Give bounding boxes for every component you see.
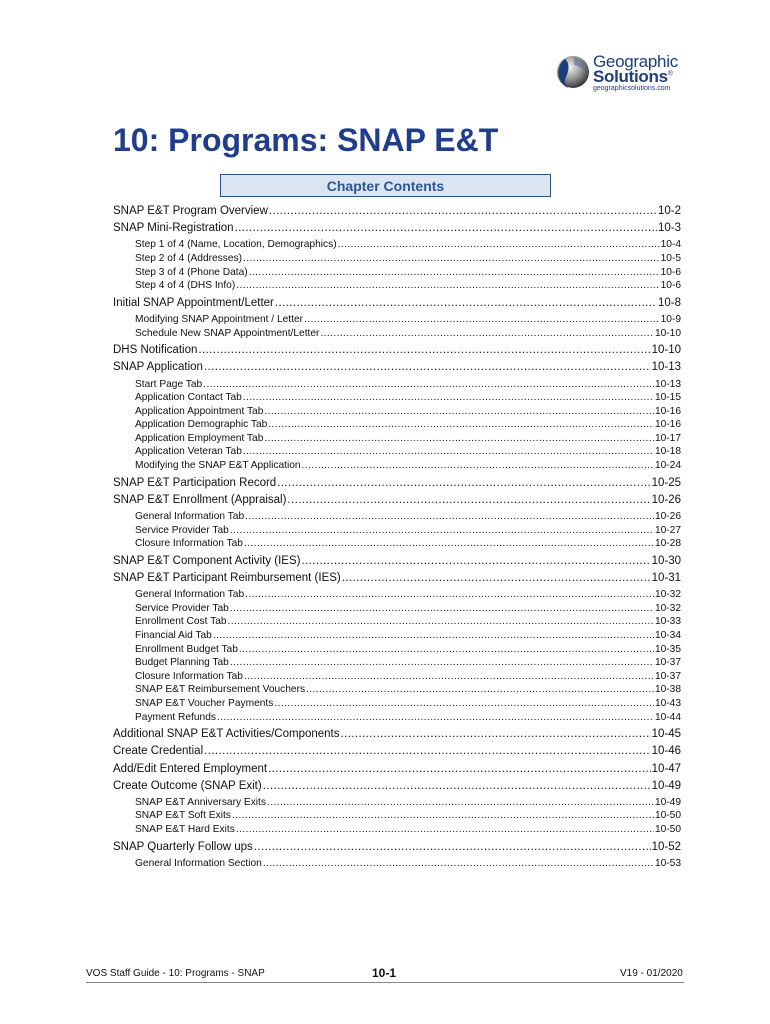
toc-entry[interactable] <box>113 555 681 572</box>
toc-entry[interactable] <box>113 328 681 342</box>
toc-entry-title: SNAP E&T Anniversary Exits <box>135 796 266 808</box>
toc-entry-title: Start Page Tab <box>135 378 203 390</box>
toc-entry-page: 10-43 <box>654 697 681 709</box>
toc-entry-title: Modifying the SNAP E&T Application <box>135 460 301 472</box>
toc-entry-title: Closure Information Tab <box>135 538 243 550</box>
toc-entry-title: Add/Edit Entered Employment <box>113 762 268 775</box>
toc-entry-title: Create Credential <box>113 745 204 758</box>
toc-entry[interactable] <box>113 841 681 858</box>
toc-entry-page: 10-24 <box>654 460 681 472</box>
toc-entry[interactable] <box>113 810 681 824</box>
toc-entry-page: 10-50 <box>654 824 681 836</box>
toc-dot-leader <box>228 616 654 627</box>
toc-entry-page: 10-3 <box>657 222 681 235</box>
toc-entry-title: Schedule New SNAP Appointment/Letter <box>135 327 320 339</box>
toc-dot-leader <box>245 511 654 522</box>
toc-entry-title: SNAP Application <box>113 361 203 374</box>
toc-entry[interactable] <box>113 419 681 433</box>
toc-dot-leader <box>230 525 654 536</box>
toc-dot-leader <box>302 460 654 471</box>
toc-dot-leader <box>245 589 654 600</box>
toc-entry-page: 10-10 <box>651 344 681 357</box>
toc-entry-page: 10-4 <box>660 239 681 251</box>
toc-entry[interactable] <box>113 361 681 378</box>
toc-entry-page: 10-13 <box>654 378 681 390</box>
toc-entry-title: SNAP E&T Program Overview <box>113 205 268 217</box>
toc-dot-leader <box>198 344 650 356</box>
toc-entry-title: Step 2 of 4 (Addresses) <box>135 252 243 264</box>
toc-entry-title: Step 1 of 4 (Name, Location, Demographics) <box>135 239 337 251</box>
toc-entry[interactable] <box>113 379 681 393</box>
toc-dot-leader <box>275 297 657 309</box>
toc-entry-title: General Information Section <box>135 857 262 869</box>
toc-entry-page: 10-53 <box>654 857 681 869</box>
toc-entry-page: 10-26 <box>651 493 681 506</box>
toc-entry-title: Application Employment Tab <box>135 432 264 444</box>
toc-entry-title: Step 3 of 4 (Phone Data) <box>135 266 248 278</box>
logo-url: geographicsolutions.com <box>593 85 671 92</box>
toc-dot-leader <box>244 671 654 682</box>
toc-entry[interactable] <box>113 763 681 780</box>
toc-entry-page: 10-6 <box>660 280 681 292</box>
toc-entry[interactable] <box>113 671 681 685</box>
toc-entry[interactable] <box>113 657 681 671</box>
toc-dot-leader <box>239 644 654 655</box>
toc-entry[interactable] <box>113 797 681 811</box>
toc-dot-leader <box>267 797 654 808</box>
toc-entry[interactable] <box>113 253 681 267</box>
toc-entry[interactable] <box>113 433 681 447</box>
toc-dot-leader <box>341 728 651 740</box>
toc-dot-leader <box>204 745 650 757</box>
toc-entry-page: 10-26 <box>654 511 681 523</box>
toc-entry-page: 10-49 <box>651 779 681 792</box>
toc-entry[interactable] <box>113 511 681 525</box>
toc-entry[interactable] <box>113 477 681 494</box>
toc-entry[interactable] <box>113 460 681 474</box>
toc-entry-page: 10-13 <box>651 361 681 374</box>
toc-dot-leader <box>243 446 654 457</box>
toc-entry-title: SNAP Mini-Registration <box>113 222 234 235</box>
toc-entry-title: SNAP E&T Participant Reimbursement (IES) <box>113 572 341 584</box>
toc-dot-leader <box>243 253 660 264</box>
toc-dot-leader <box>203 379 654 390</box>
toc-dot-leader <box>263 858 654 869</box>
toc-entry-page: 10-32 <box>654 602 681 614</box>
toc-entry-page: 10-34 <box>654 629 681 641</box>
toc-entry-title: SNAP E&T Soft Exits <box>135 810 231 822</box>
toc-entry-page: 10-28 <box>654 538 681 550</box>
toc-entry-page: 10-8 <box>657 296 681 309</box>
toc-dot-leader <box>235 222 657 234</box>
toc-dot-leader <box>217 712 654 723</box>
toc-entry-page: 10-15 <box>654 392 681 404</box>
toc-entry-title: SNAP E&T Voucher Payments <box>135 697 274 709</box>
toc-entry[interactable] <box>113 824 681 838</box>
toc-entry[interactable] <box>113 297 681 314</box>
toc-entry[interactable] <box>113 267 681 281</box>
toc-entry[interactable] <box>113 616 681 630</box>
toc-dot-leader <box>249 267 660 278</box>
toc-entry-title: SNAP E&T Hard Exits <box>135 824 235 836</box>
toc-dot-leader <box>264 406 654 417</box>
toc-entry-page: 10-35 <box>654 643 681 655</box>
toc-entry-title: DHS Notification <box>113 344 198 357</box>
toc-entry-page: 10-37 <box>654 657 681 669</box>
toc-entry-page: 10-47 <box>651 762 681 775</box>
toc-entry[interactable] <box>113 406 681 420</box>
toc-entry-page: 10-30 <box>651 554 681 567</box>
toc-entry-page: 10-46 <box>651 745 681 758</box>
toc-entry-title: Initial SNAP Appointment/Letter <box>113 296 274 309</box>
toc-dot-leader <box>342 572 651 584</box>
toc-dot-leader <box>274 698 654 709</box>
toc-entry[interactable] <box>113 780 681 797</box>
toc-dot-leader <box>213 630 654 641</box>
toc-dot-leader <box>277 477 650 489</box>
toc-entry[interactable] <box>113 205 681 222</box>
toc-entry-page: 10-10 <box>654 327 681 339</box>
toc-dot-leader <box>230 657 654 668</box>
toc-dot-leader <box>243 392 654 403</box>
toc-entry[interactable] <box>113 630 681 644</box>
toc-entry-title: SNAP E&T Component Activity (IES) <box>113 554 301 567</box>
toc-entry[interactable] <box>113 589 681 603</box>
toc-entry-title: Step 4 of 4 (DHS Info) <box>135 280 236 292</box>
toc-dot-leader <box>268 419 654 430</box>
toc-entry-page: 10-38 <box>654 684 681 696</box>
footer-divider <box>86 982 684 983</box>
toc-dot-leader <box>230 603 654 614</box>
toc-entry-page: 10-16 <box>654 419 681 431</box>
toc-dot-leader <box>301 555 650 567</box>
toc-entry-page: 10-5 <box>660 252 681 264</box>
toc-entry-page: 10-25 <box>651 476 681 489</box>
toc-entry[interactable] <box>113 603 681 617</box>
toc-dot-leader <box>263 780 651 792</box>
chapter-contents-label: Chapter Contents <box>326 177 445 194</box>
logo-name-line1: Geographic <box>593 52 678 71</box>
toc-entry-page: 10-31 <box>651 572 681 584</box>
toc-entry[interactable] <box>113 644 681 658</box>
footer-guide-title: VOS Staff Guide - 10: Programs - SNAP <box>86 968 265 979</box>
chapter-contents-heading <box>220 174 551 197</box>
toc-entry-title: SNAP Quarterly Follow ups <box>113 840 253 853</box>
chapter-title: 10: Programs: SNAP E&T <box>113 122 499 158</box>
toc-entry[interactable] <box>113 446 681 460</box>
toc-entry-page: 10-27 <box>654 524 681 536</box>
toc-entry[interactable] <box>113 280 681 294</box>
toc-entry[interactable] <box>113 858 681 872</box>
toc-entry-page: 10-32 <box>654 589 681 601</box>
toc-dot-leader <box>269 205 657 217</box>
footer-version: V19 - 01/2020 <box>620 968 683 979</box>
toc-dot-leader <box>320 328 654 339</box>
toc-entry-title: Create Outcome (SNAP Exit) <box>113 779 262 792</box>
globe-icon <box>556 53 590 91</box>
toc-entry[interactable] <box>113 222 681 239</box>
toc-entry-title: Additional SNAP E&T Activities/Components <box>113 728 340 741</box>
toc-entry-title: Enrollment Cost Tab <box>135 616 227 628</box>
footer-page-number: 10-1 <box>372 966 397 980</box>
toc-entry-title: Application Contact Tab <box>135 392 242 404</box>
logo-name-line2: Solutions® <box>593 67 673 86</box>
toc-entry[interactable] <box>113 239 681 253</box>
toc-dot-leader <box>244 538 654 549</box>
table-of-contents <box>113 205 681 871</box>
trademark-symbol: ® <box>667 70 673 78</box>
toc-dot-leader <box>236 824 654 835</box>
toc-entry-title: Service Provider Tab <box>135 524 229 536</box>
toc-entry-page: 10-17 <box>654 432 681 444</box>
toc-entry-title: Application Veteran Tab <box>135 446 242 458</box>
toc-entry-page: 10-50 <box>654 810 681 822</box>
toc-entry[interactable] <box>113 314 681 328</box>
toc-entry-title: SNAP E&T Reimbursement Vouchers <box>135 684 306 696</box>
toc-entry-title: Application Appointment Tab <box>135 405 264 417</box>
toc-entry-page: 10-37 <box>654 670 681 682</box>
toc-dot-leader <box>338 239 660 250</box>
toc-entry[interactable] <box>113 572 681 589</box>
toc-dot-leader <box>204 361 651 373</box>
toc-entry[interactable] <box>113 344 681 361</box>
toc-dot-leader <box>287 494 650 506</box>
toc-dot-leader <box>304 314 660 325</box>
toc-entry[interactable] <box>113 525 681 539</box>
toc-dot-leader <box>306 684 654 695</box>
toc-entry[interactable] <box>113 712 681 726</box>
toc-entry[interactable] <box>113 494 681 511</box>
toc-entry-page: 10-18 <box>654 446 681 458</box>
toc-entry[interactable] <box>113 538 681 552</box>
toc-entry-title: Payment Refunds <box>135 711 216 723</box>
toc-entry-page: 10-33 <box>654 616 681 628</box>
toc-entry-page: 10-49 <box>654 796 681 808</box>
toc-entry-title: Budget Planning Tab <box>135 657 229 669</box>
toc-entry-title: Enrollment Budget Tab <box>135 643 238 655</box>
toc-dot-leader <box>236 280 659 291</box>
toc-dot-leader <box>254 841 651 853</box>
toc-entry-title: SNAP E&T Enrollment (Appraisal) <box>113 493 287 506</box>
toc-entry[interactable] <box>113 728 681 745</box>
toc-dot-leader <box>232 810 654 821</box>
toc-entry-page: 10-44 <box>654 711 681 723</box>
toc-dot-leader <box>268 763 651 775</box>
toc-entry-page: 10-45 <box>651 728 681 741</box>
toc-entry-title: General Information Tab <box>135 511 245 523</box>
toc-entry-title: Service Provider Tab <box>135 602 229 614</box>
toc-entry-page: 10-2 <box>657 205 681 217</box>
toc-dot-leader <box>264 433 654 444</box>
toc-entry-page: 10-6 <box>660 266 681 278</box>
toc-entry-title: Application Demographic Tab <box>135 419 268 431</box>
toc-entry-page: 10-16 <box>654 405 681 417</box>
company-logo <box>556 52 686 94</box>
toc-entry[interactable] <box>113 698 681 712</box>
toc-entry-title: General Information Tab <box>135 589 245 601</box>
toc-entry-title: Financial Aid Tab <box>135 629 212 641</box>
toc-entry[interactable] <box>113 745 681 762</box>
toc-entry[interactable] <box>113 684 681 698</box>
toc-entry-title: Closure Information Tab <box>135 670 243 682</box>
toc-entry[interactable] <box>113 392 681 406</box>
toc-entry-page: 10-9 <box>660 313 681 325</box>
toc-entry-title: SNAP E&T Participation Record <box>113 476 277 489</box>
toc-entry-title: Modifying SNAP Appointment / Letter <box>135 313 303 325</box>
toc-entry-page: 10-52 <box>651 840 681 853</box>
